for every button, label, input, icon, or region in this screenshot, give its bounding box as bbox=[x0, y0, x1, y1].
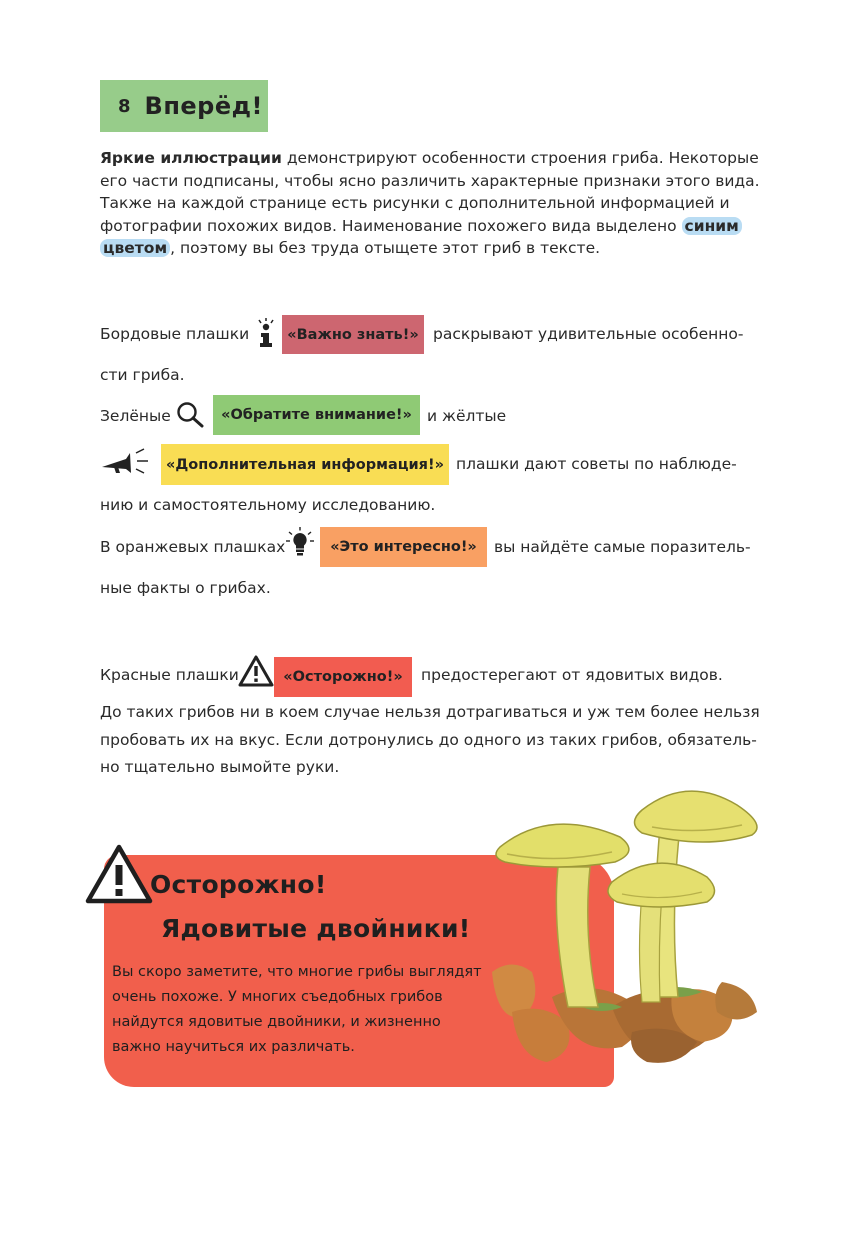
warning-large-icon bbox=[84, 842, 154, 906]
burgundy-cont: сти гриба. bbox=[100, 366, 185, 384]
intro-paragraph bbox=[100, 147, 760, 260]
warning-line-3: но тщательно вымойте руки. bbox=[100, 758, 340, 776]
burgundy-after: раскрывают удивительные особенно- bbox=[433, 325, 744, 343]
magnifier-icon bbox=[176, 401, 206, 429]
green-after: и жёлтые bbox=[427, 407, 507, 425]
intro-text-2: , поэтому вы без труда отыщете этот гриб в тексте. bbox=[170, 239, 601, 257]
tag-additional-info: «Дополнительная информация!» bbox=[161, 444, 449, 485]
yellow-cont: нию и самостоятельному исследованию. bbox=[100, 496, 436, 514]
green-lead: Зелёные bbox=[100, 407, 171, 425]
burgundy-lead: Бордовые плашки bbox=[100, 325, 250, 343]
red-after: предостерегают от ядовитых видов. bbox=[421, 666, 723, 684]
page-number: 8 bbox=[118, 95, 131, 117]
warning-icon bbox=[238, 654, 274, 688]
orange-cont: ные факты о грибах. bbox=[100, 579, 271, 597]
intro-text-1: демонстрируют особенности строения гриба. Некоторые его части подписаны, чтобы ясно различить характерные признаки этого вида. Также на каждой странице есть рисунки с дополнительной информацией и фотографии похожих видов. Наименование похожего вида выделено bbox=[100, 149, 760, 235]
mushroom-illustration bbox=[492, 782, 782, 1072]
lightbulb-icon bbox=[286, 527, 314, 559]
orange-after: вы найдёте самые поразитель- bbox=[494, 538, 751, 556]
blue-highlight-1: синим bbox=[682, 217, 742, 235]
page-title: Вперёд! bbox=[144, 92, 263, 120]
intro-bold-lead: Яркие иллюстрации bbox=[100, 149, 282, 167]
info-icon bbox=[256, 318, 276, 350]
panel-text: Вы скоро заметите, что многие грибы выглядят очень похоже. У многих съедобных грибов найдутся ядовитые двойники, и жизненно важно научиться их различать. bbox=[112, 964, 482, 1055]
panel-title-2: Ядовитые двойники! bbox=[161, 914, 471, 943]
warning-line-1: До таких грибов ни в коем случае нельзя дотрагиваться и уж тем более нельзя bbox=[100, 703, 760, 721]
section-header bbox=[100, 80, 268, 132]
tag-attention: «Обратите внимание!» bbox=[213, 395, 420, 435]
tag-important: «Важно знать!» bbox=[282, 315, 424, 354]
yellow-after: плашки дают советы по наблюде- bbox=[456, 455, 737, 473]
warning-line-2: пробовать их на вкус. Если дотронулись до одного из таких грибов, обязатель- bbox=[100, 731, 757, 749]
blue-highlight-2: цветом bbox=[100, 239, 170, 257]
tag-interesting: «Это интересно!» bbox=[320, 527, 487, 567]
red-lead: Красные плашки bbox=[100, 666, 239, 684]
orange-lead: В оранжевых плашках bbox=[100, 538, 286, 556]
megaphone-icon bbox=[100, 447, 152, 475]
panel-title-1: Осторожно! bbox=[150, 870, 327, 899]
tag-caution: «Осторожно!» bbox=[274, 657, 412, 697]
